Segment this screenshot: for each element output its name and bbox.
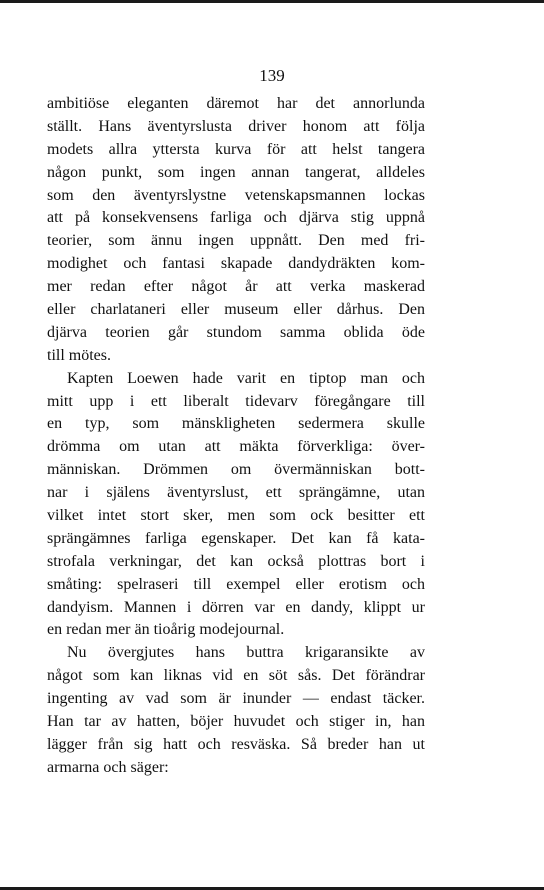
text-line: ingenting av vad som är inunder — endast täcker. <box>47 690 425 708</box>
text-line: som den äventyrslystne vetenskapsmannen lockas <box>47 186 425 204</box>
paragraph <box>47 368 425 643</box>
text-line: en typ, som mänskligheten sedermera skulle <box>47 415 425 433</box>
text-line: småting: spelraseri till exempel eller erotism och <box>47 575 425 593</box>
body-text <box>47 93 425 780</box>
page-top-edge <box>0 0 544 3</box>
text-line: till mötes. <box>47 346 111 364</box>
page-number: 139 <box>259 66 285 85</box>
text-line: Kapten Loewen hade varit en tiptop man och <box>67 369 425 387</box>
text-line: ambitiöse eleganten däremot har det annorlunda <box>47 95 425 112</box>
text-line: modets allra yttersta kurva för att helst tangera <box>47 140 425 158</box>
text-line: något som kan liknas vid en söt sås. Det förändrar <box>47 667 425 685</box>
text-line: Han tar av hatten, böjer huvudet och stiger in, han <box>47 713 425 731</box>
text-line: modighet och fantasi skapade dandydräkten kom- <box>47 255 425 273</box>
text-line: armarna och säger: <box>47 758 169 776</box>
text-line: teorier, som ännu ingen uppnått. Den med fri- <box>47 232 425 250</box>
text-line: ställt. Hans äventyrslusta driver honom att följa <box>47 117 425 135</box>
text-line: att på konsekvensens farliga och djärva stig uppnå <box>47 209 425 227</box>
text-line: djärva teorien går stundom samma oblida öde <box>47 323 425 341</box>
text-line: dandyism. Mannen i dörren var en dandy, klippt ur <box>47 598 425 616</box>
text-line: nar i själens äventyrslust, ett sprängämne, utan <box>47 484 425 502</box>
text-line: människan. Drömmen om övermänniskan bott- <box>47 461 425 479</box>
text-line: lägger från sig hatt och resväska. Så breder han ut <box>47 735 425 753</box>
text-line: mer redan efter något år att verka maskerad <box>47 278 425 296</box>
text-line: drömma om utan att mäkta förverkliga: över- <box>47 438 425 456</box>
text-line: en redan mer än tioårig modejournal. <box>47 621 285 639</box>
text-line: sprängämnes farliga egenskaper. Det kan få kata- <box>47 529 425 547</box>
paragraph <box>47 642 425 779</box>
text-line: vilket intet stort sker, men som ock besitter ett <box>47 507 425 525</box>
text-line: Nu övergjutes hans buttra krigaransikte av <box>67 644 425 662</box>
text-line: någon punkt, som ingen annan tangerat, alldeles <box>47 163 425 181</box>
text-line: strofala verkningar, det kan också plottras bort i <box>47 552 425 570</box>
text-line: eller charlataneri eller museum eller dårhus. Den <box>47 301 425 319</box>
text-line: mitt upp i ett liberalt tidevarv föregångare till <box>47 392 425 410</box>
paragraph <box>47 93 425 368</box>
